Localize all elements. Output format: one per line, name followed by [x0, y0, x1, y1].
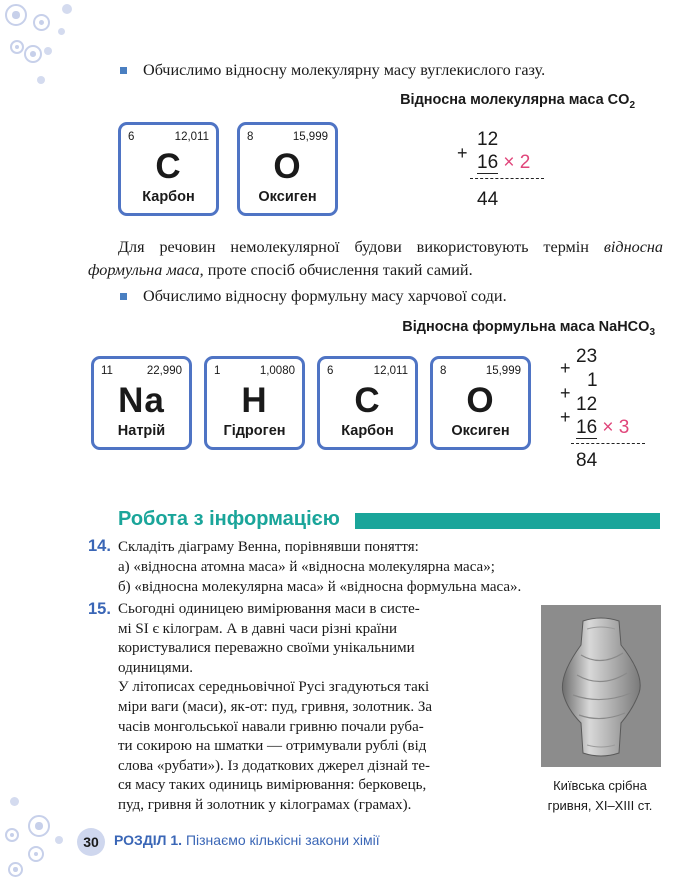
atomic-number: 8 [440, 365, 447, 377]
element-card-oxygen [430, 356, 531, 450]
element-name: Натрій [117, 423, 166, 439]
plus-sign: + [560, 358, 571, 378]
task-15-text: Сьогодні одиницею вимірювання маси в систе- мі SI є кілограм. А в давні часи різні країни користувалися переважно своїми унікальними одиницями. У літописах середньовічної Русі згадуються такі міри ваги (маси), як-от: пуд, гривня, золотник. За часів монгольської навали гривню почали рубa- ти сокирою на шматки — отримували рублі (від слова «рубати»). Із додаткових джерел дізнай те- ся масу таких одиниць вимірювання: берковець, пуд, гривня й золотник у кілограмах (грамах). [118, 601, 432, 813]
calc-result: 44 [477, 189, 499, 210]
calculation-nahco3 [555, 345, 675, 475]
atomic-mass: 12,011 [373, 365, 408, 377]
atomic-number: 11 [101, 365, 113, 377]
plus-sign: + [560, 407, 571, 427]
sum-line [571, 443, 645, 444]
atomic-number: 1 [214, 365, 221, 377]
element-card-sodium [91, 356, 192, 450]
element-card-oxygen [237, 122, 338, 216]
photo-caption: Київська срібна гривня, ХІ–ХІІІ ст. [547, 778, 653, 813]
section-title-bar [355, 513, 660, 529]
atomic-number: 8 [247, 131, 254, 143]
element-name: Гідроген [223, 423, 286, 439]
calculation-co2 [450, 128, 570, 213]
calc-term: 16 [477, 152, 499, 173]
element-card-carbon [317, 356, 418, 450]
element-card-hydrogen [204, 356, 305, 450]
atomic-mass: 15,999 [485, 365, 521, 377]
footer-section: РОЗДІЛ 1. Пізнаємо кількісні закони хімії [114, 832, 380, 848]
calc-term: 16 [576, 417, 598, 438]
element-symbol: Na [118, 381, 165, 420]
atomic-mass: 1,0080 [259, 365, 295, 377]
element-name: Карбон [142, 189, 195, 205]
calc-term: 1 [587, 370, 598, 391]
section-title: Робота з інформацією [118, 508, 350, 531]
element-card-carbon [118, 122, 219, 216]
intro-text-2: Обчислимо відносну формульну масу харчової соди. [143, 287, 507, 305]
element-name: Оксиген [451, 423, 510, 439]
paragraph-formula-mass: Для речовин немолекулярної будови використовують термін відносна формульна маса, проте спосіб обчислення такий самий. [88, 238, 664, 279]
atomic-number: 6 [327, 365, 334, 377]
calc-term: 23 [576, 346, 598, 367]
atomic-mass: 22,990 [146, 365, 182, 377]
hryvnia-photo [541, 605, 661, 767]
silver-hryvnia-image [541, 605, 661, 767]
heading-nahco3: Відносна формульна маса NaHCO$_3$ [402, 319, 655, 338]
task-number-15: 15. [88, 600, 111, 618]
intro-text-1: Обчислимо відносну молекулярну масу вуглекислого газу. [143, 61, 546, 79]
atomic-number: 6 [128, 131, 135, 143]
heading-co2: Відносна молекулярна маса $CO_2$ [400, 92, 635, 111]
task-14-text: Складіть діаграму Венна, порівнявши поняття: а) «відносна атомна маса» й «відносна молекулярна маса»; б) «відносна молекулярна маса» й «відносна формульна маса». [118, 539, 522, 595]
calc-term: 12 [576, 394, 598, 415]
element-symbol: H [241, 381, 268, 420]
sum-line [470, 178, 544, 179]
bullet-square [120, 293, 127, 300]
element-name: Карбон [341, 423, 394, 439]
page-number: 30 [77, 828, 105, 856]
element-symbol: C [354, 381, 381, 420]
atomic-mass: 15,999 [292, 131, 328, 143]
element-name: Оксиген [258, 189, 317, 205]
calc-term: 12 [477, 129, 499, 150]
element-symbol: O [466, 381, 495, 420]
element-symbol: C [155, 147, 182, 186]
plus-sign: + [560, 383, 571, 403]
calc-result: 84 [576, 450, 598, 471]
element-symbol: O [273, 147, 302, 186]
task-number-14: 14. [88, 537, 111, 555]
multiplier: × 3 [602, 417, 630, 438]
atomic-mass: 12,011 [174, 131, 209, 143]
plus-sign: + [457, 143, 468, 163]
multiplier: × 2 [503, 152, 531, 173]
bullet-square [120, 67, 127, 74]
